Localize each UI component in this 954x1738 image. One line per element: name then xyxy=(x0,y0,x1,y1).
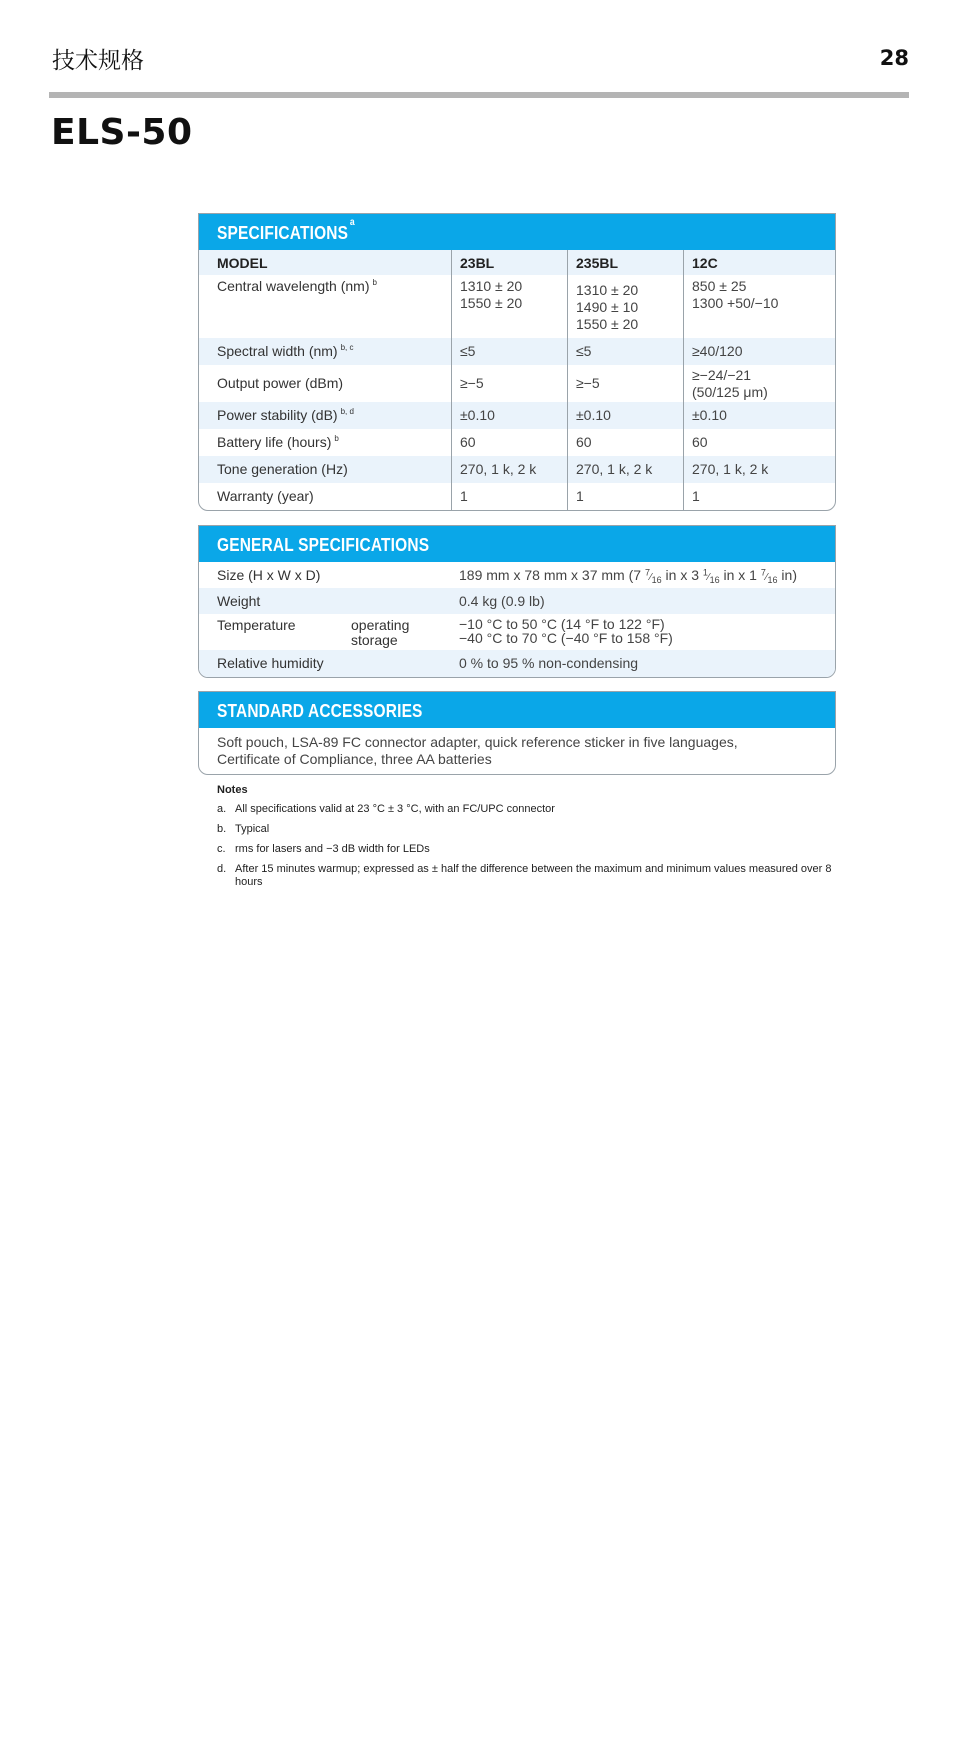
size-value: 189 mm x 78 mm x 37 mm (7 $^7⁄_{16}$ in x 3 $^1⁄_{16}$ in x 1 $^7⁄_{16}$ in) xyxy=(459,567,797,585)
weight-row xyxy=(199,588,835,614)
accessories-line-2: Certificate of Compliance, three AA batteries xyxy=(217,751,492,767)
row-label: Warranty (year) xyxy=(217,488,314,504)
cell-12c: ≥−24/−21 (50/125 μm) xyxy=(684,365,836,402)
humidity-value: 0 % to 95 % non-condensing xyxy=(459,655,639,671)
specifications-header xyxy=(199,214,835,250)
table-row-output-power xyxy=(199,365,835,402)
column-header-235bl: 235BL xyxy=(568,250,684,275)
table-row-tone-generation xyxy=(199,456,835,483)
specifications-title-sup: a xyxy=(349,217,355,228)
cell-23bl: 270, 1 k, 2 k xyxy=(452,456,568,483)
cell-23bl: 1310 ± 20 1550 ± 20 xyxy=(452,275,568,338)
general-specifications-box xyxy=(198,525,836,678)
cell-23bl: ±0.10 xyxy=(452,402,568,429)
standard-accessories-title: STANDARD ACCESSORIES xyxy=(217,701,423,721)
cell-235bl: ≤5 xyxy=(568,338,684,365)
accessories-line-1: Soft pouch, LSA-89 FC connector adapter, quick reference sticker in five languages, xyxy=(217,734,738,750)
note-item: b. Typical xyxy=(217,823,270,835)
row-label: Spectral width (nm) $^{b, c}$ xyxy=(199,338,452,365)
cell-235bl: 270, 1 k, 2 k xyxy=(568,456,684,483)
product-title: ELS-50 xyxy=(51,112,193,153)
note-item: a. All specifications valid at 23 °C ± 3 °C, with an FC/UPC connector xyxy=(217,803,555,815)
table-row-battery-life xyxy=(199,429,835,456)
cell-12c: ≥40/120 xyxy=(684,338,836,365)
cell-23bl: 60 xyxy=(452,429,568,456)
standard-accessories-header xyxy=(199,692,835,728)
cell-12c: 270, 1 k, 2 k xyxy=(684,456,836,483)
standard-accessories-box xyxy=(198,691,836,775)
specifications-title: SPECIFICATIONS$^a$ xyxy=(217,217,355,243)
specifications-box xyxy=(198,213,836,511)
header-rule xyxy=(49,92,909,98)
cell-235bl: ±0.10 xyxy=(568,402,684,429)
notes-title: Notes xyxy=(217,784,248,796)
operating-label: operating xyxy=(351,617,410,633)
note-item: c. rms for lasers and −3 dB width for LEDs xyxy=(217,843,430,855)
general-specifications-title: GENERAL SPECIFICATIONS xyxy=(217,535,430,555)
weight-value: 0.4 kg (0.9 lb) xyxy=(459,593,545,609)
page-number: 28 xyxy=(879,46,909,70)
size-row xyxy=(199,562,835,588)
table-row-spectral-width xyxy=(199,338,835,365)
cell-23bl: ≥−5 xyxy=(452,365,568,402)
row-label: Tone generation (Hz) xyxy=(199,456,452,483)
table-header-row xyxy=(199,250,835,275)
accessories-text xyxy=(199,728,835,774)
row-label: Output power (dBm) xyxy=(217,375,344,391)
operating-value: −10 °C to 50 °C (14 °F to 122 °F) xyxy=(459,616,665,632)
weight-label: Weight xyxy=(217,593,261,609)
humidity-row xyxy=(199,650,835,677)
specifications-table xyxy=(199,250,835,510)
cell-12c: 850 ± 25 1300 +50/−10 xyxy=(684,275,836,338)
general-specifications-header xyxy=(199,526,835,562)
notes-section xyxy=(217,784,837,896)
page-header xyxy=(52,42,909,74)
storage-label: storage xyxy=(351,632,398,648)
temperature-row xyxy=(199,614,835,650)
cell-235bl: 60 xyxy=(568,429,684,456)
cell-235bl: ≥−5 xyxy=(568,365,684,402)
cell-235bl: 1310 ± 20 1490 ± 10 1550 ± 20 xyxy=(568,275,684,338)
cell-12c: ±0.10 xyxy=(684,402,836,429)
row-label: Battery life (hours) $^b$ xyxy=(217,434,339,450)
humidity-label: Relative humidity xyxy=(217,655,324,671)
cell-23bl: 1 xyxy=(452,483,568,510)
note-item: d. After 15 minutes warmup; expressed as ± half the difference between the maximum and minimum values measured over 8 hours xyxy=(217,863,832,888)
storage-value: −40 °C to 70 °C (−40 °F to 158 °F) xyxy=(459,630,673,646)
column-header-model: MODEL xyxy=(199,250,452,275)
table-row-central-wavelength xyxy=(199,275,835,338)
section-title: 技术规格 xyxy=(52,48,144,74)
cell-12c: 60 xyxy=(684,429,836,456)
temperature-label: Temperature xyxy=(217,617,296,633)
cell-23bl: ≤5 xyxy=(452,338,568,365)
cell-12c: 1 xyxy=(684,483,836,510)
column-header-12c: 12C xyxy=(684,250,836,275)
row-label: Power stability (dB) $^{b, d}$ xyxy=(199,402,452,429)
table-row-power-stability xyxy=(199,402,835,429)
size-label: Size (H x W x D) xyxy=(217,567,321,583)
row-label: Central wavelength (nm) $^b$ xyxy=(217,278,377,294)
table-row-warranty xyxy=(199,483,835,510)
cell-235bl: 1 xyxy=(568,483,684,510)
column-header-23bl: 23BL xyxy=(452,250,568,275)
